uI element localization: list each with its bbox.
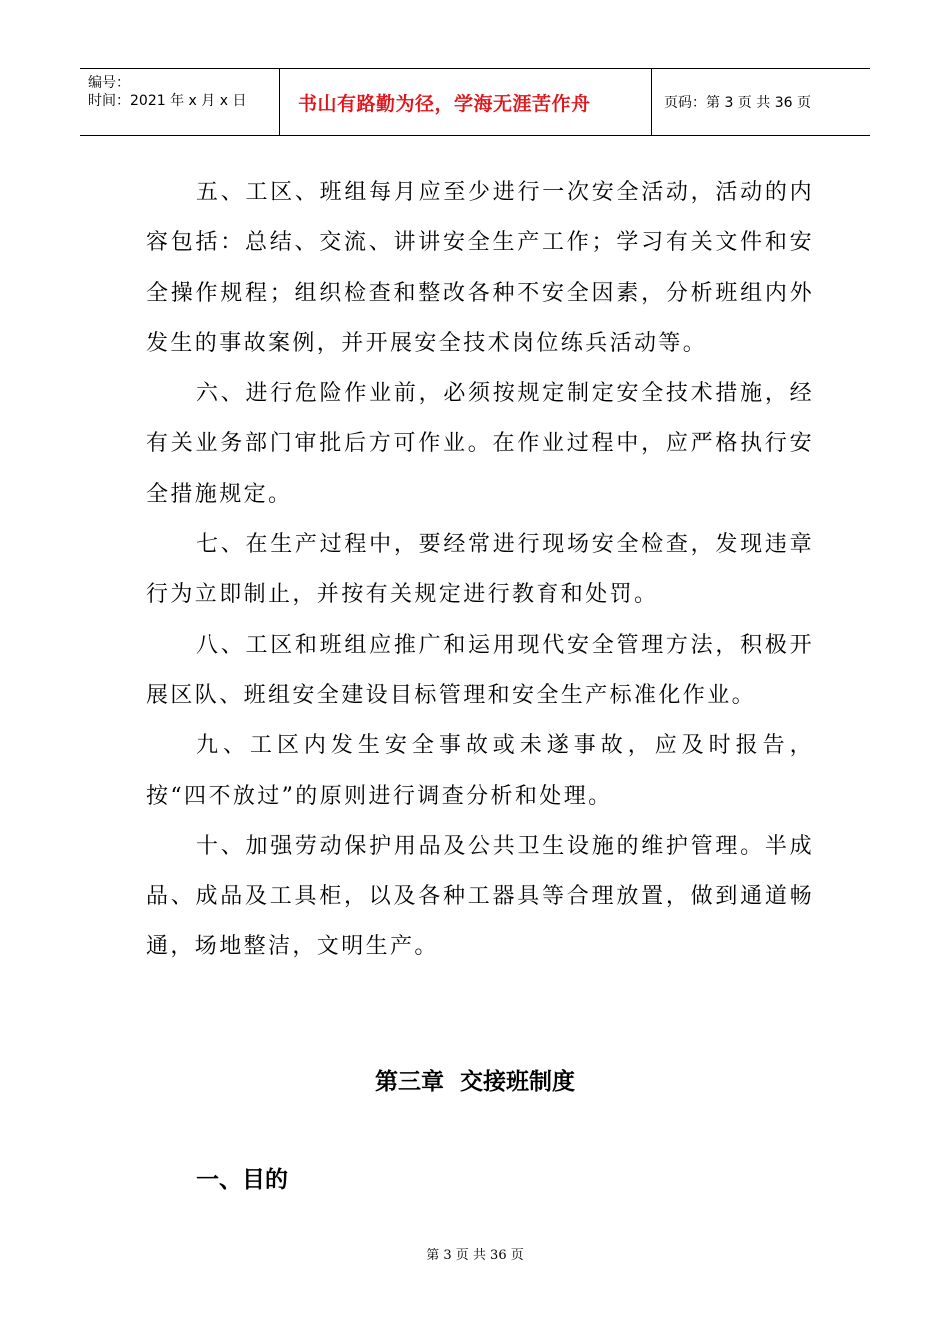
paragraph-item-6: 六、进行危险作业前，必须按规定制定安全技术措施，经有关业务部门审批后方可作业。在作业过程中，应严格执行安全措施规定。 xyxy=(146,381,814,507)
page-header xyxy=(80,68,870,136)
paragraph-item-10: 十、加强劳动保护用品及公共卫生设施的维护管理。半成品、成品及工具柜，以及各种工器具等合理放置，做到通道畅通，场地整洁，文明生产。 xyxy=(146,833,814,960)
paragraph-item-5: 五、工区、班组每月应至少进行一次安全活动，活动的内容包括：总结、交流、讲讲安全生产工作；学习有关文件和安全操作规程；组织检查和整改各种不安全因素，分析班组内外发生的事故案例，并开展安全技术岗位练兵活动等。 xyxy=(146,180,814,356)
header-page-cell xyxy=(652,69,870,135)
document-number-label: 编号： xyxy=(88,75,130,91)
paragraph-item-9: 九、工区内发生安全事故或未遂事故，应及时报告，按“四不放过”的原则进行调查分析和处理。 xyxy=(146,733,814,809)
document-date-label: 时间：2021 年 x 月 x 日 xyxy=(88,93,247,109)
paragraph-item-7: 七、在生产过程中，要经常进行现场安全检查，发现违章行为立即制止，并按有关规定进行教育和处罚。 xyxy=(146,532,814,608)
document-body xyxy=(146,168,814,973)
section-title: 一、目的 xyxy=(196,1167,288,1193)
chapter-title: 第三章 交接班制度 xyxy=(374,1069,575,1095)
header-page-code: 页码：第 3 页 共 36 页 xyxy=(664,95,811,111)
paragraph-item-8: 八、工区和班组应推广和运用现代安全管理方法，积极开展区队、班组安全建设目标管理和安全生产标准化作业。 xyxy=(146,632,814,708)
header-info-cell xyxy=(80,69,280,135)
header-motto-cell xyxy=(280,69,652,135)
page-footer: 第 3 页 共 36 页 xyxy=(426,1248,524,1263)
header-motto: 书山有路勤为径，学海无涯苦作舟 xyxy=(298,93,591,115)
